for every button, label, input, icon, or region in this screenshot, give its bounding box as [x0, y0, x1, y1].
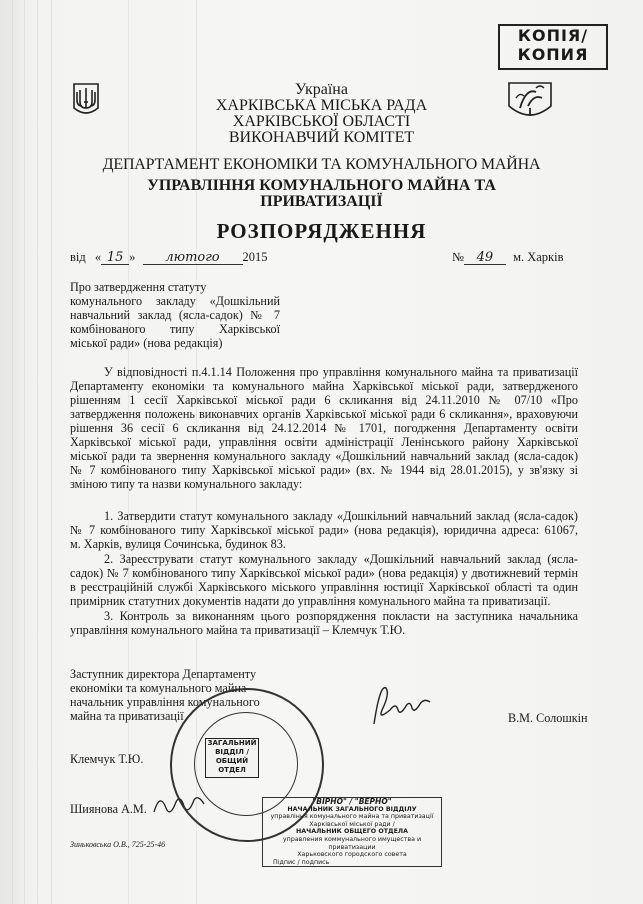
item-line: № 7 комбінованого типу Харківської міської ради» (нова редакція), юридична адреса: 61067, — [70, 523, 578, 537]
preamble-line: зміною типу та назви комунального закладу: — [70, 477, 303, 491]
document-number: 49 — [464, 251, 506, 265]
certified-stamp-line: Харківської міської ради / — [309, 820, 395, 828]
certified-stamp-line: НАЧАЛЬНИК ОБЩЕГО ОТДЕЛА — [295, 828, 409, 836]
preamble-line: рішення 36 сесії 6 скликання від 24.12.2014 № 1701, погодження Департаменту освіти — [70, 421, 578, 435]
date-year: 2015 — [242, 250, 268, 264]
preamble-line: У відповідності п.4.1.14 Положення про управління комунального майна та приватизації — [104, 365, 578, 379]
subject-line: Про затвердження статуту — [70, 280, 207, 294]
preamble-line: Департаменту економіки та комунального майна Харківської міської ради, затвердженого — [70, 379, 578, 393]
signatory-position-line: начальник управління комунального — [70, 695, 260, 709]
header-directorate-line-2: ПРИВАТИЗАЦІЇ — [260, 193, 383, 210]
number-label: № — [452, 250, 464, 264]
item-line: 2. Зареєструвати статут комунального закладу «Дошкільний навчальний заклад (ясла- — [104, 552, 578, 566]
certified-stamp-line: Харьковского городского совета — [297, 851, 407, 859]
seal-box-line: ЗАГАЛЬНИЙ — [207, 739, 257, 747]
preamble-line: міської ради та звернення комунального закладу «Дошкільний навчальний заклад (ясла-садок) — [70, 449, 578, 463]
date-open-quote: « — [94, 250, 102, 264]
date-month: лютого — [143, 251, 243, 265]
certified-stamp-line: "ВІРНО" / "ВЕРНО" — [312, 797, 392, 806]
header-oblast: ХАРКІВСЬКОЇ ОБЛАСТІ — [232, 113, 411, 130]
copy-stamp-line-2: КОПИЯ — [517, 45, 589, 64]
signatory-position-line: економіки та комунального майна – — [70, 681, 256, 695]
copy-stamp-line-1: КОПІЯ/ — [517, 26, 589, 45]
item-line: 3. Контроль за виконанням цього розпорядження покласти на заступника начальника — [104, 609, 578, 623]
approval-name: Клемчук Т.Ю. — [70, 752, 144, 766]
date-from-label: від — [70, 250, 86, 264]
item-line: управління комунального майна та приватизації – Клемчук Т.Ю. — [70, 623, 406, 637]
city: м. Харків — [513, 250, 564, 264]
header-country: Україна — [295, 81, 348, 98]
certified-stamp-line: управління комунального майна та приватизації — [270, 813, 434, 821]
item-line: в реєстраційній службі Харківського міського управління юстиції Харківської області та один — [70, 580, 578, 594]
executor-note: Зиньковська О.В., 725-25-46 — [70, 840, 166, 849]
item-line: 1. Затвердити статут комунального закладу «Дошкільний навчальний заклад (ясла-садок) — [104, 509, 578, 523]
header-council: ХАРКІВСЬКА МІСЬКА РАДА — [215, 97, 428, 114]
date-day: 15 — [101, 251, 129, 265]
certified-stamp-line: НАЧАЛЬНИК ЗАГАЛЬНОГО ВІДДІЛУ — [287, 805, 417, 813]
item-line: примірник статутних документів надати до управління комунального майна та приватизації. — [70, 594, 551, 608]
seal-box-line: ОБЩИЙ ОТДЕЛ — [215, 757, 249, 774]
approval-name: Шиянова А.М. — [70, 802, 147, 816]
certified-stamp-line: Підпис / подпись — [273, 858, 330, 866]
number-line — [452, 251, 564, 265]
item-line: м. Харків, вулиця Сочинська, будинок 83. — [70, 537, 286, 551]
certified-copy-stamp — [262, 797, 442, 867]
preamble-line: затвердження положень виконавчих органів Харківської міської ради 6 скликання», враховуючи — [70, 407, 578, 421]
subject-line: комунального закладу «Дошкільний — [70, 294, 280, 308]
signatory-position-line: майна та приватизації — [70, 709, 184, 723]
header-committee: ВИКОНАВЧИЙ КОМІТЕТ — [228, 129, 415, 146]
certified-stamp-line: управления коммунального имущества и приватизации — [282, 835, 422, 851]
subject-line: міської ради» (нова редакція) — [70, 336, 223, 350]
item-line: садок) № 7 комбінованого типу Харківської міської ради» (нова редакція) у двотижневий термін — [70, 566, 578, 580]
handwritten-signature-icon — [360, 680, 440, 730]
subject-line: комбінованого типу Харківської — [70, 322, 280, 336]
signatory-name: В.М. Солошкін — [508, 711, 588, 725]
subject-line: навчальний заклад (ясла-садок) № 7 — [70, 308, 280, 322]
seal-center-box — [205, 738, 259, 778]
preamble-line: № 7 комбінованого типу Харківської міської ради» (вх. № 1944 від 28.01.2015), у зв'язку зі — [70, 463, 578, 477]
header-department: ДЕПАРТАМЕНТ ЕКОНОМІКИ ТА КОМУНАЛЬНОГО МАЙНА — [102, 156, 541, 173]
header-directorate-line-1: УПРАВЛІННЯ КОМУНАЛЬНОГО МАЙНА ТА — [147, 177, 496, 194]
seal-box-line: ВІДДІЛ / — [215, 748, 249, 756]
copy-stamp — [498, 24, 608, 70]
document-title: РОЗПОРЯДЖЕННЯ — [216, 219, 427, 243]
signatory-position-line: Заступник директора Департаменту — [70, 667, 257, 681]
date-line — [70, 251, 268, 265]
preamble-line: рішенням 1 сесії Харківської міської ради 6 скликання від 24.11.2010 № 07/10 «Про — [70, 393, 578, 407]
preamble-line: Харківської міської ради, управління освіти адміністрації Ленінського району Харківської — [70, 435, 578, 449]
date-close-quote: » — [129, 250, 136, 264]
